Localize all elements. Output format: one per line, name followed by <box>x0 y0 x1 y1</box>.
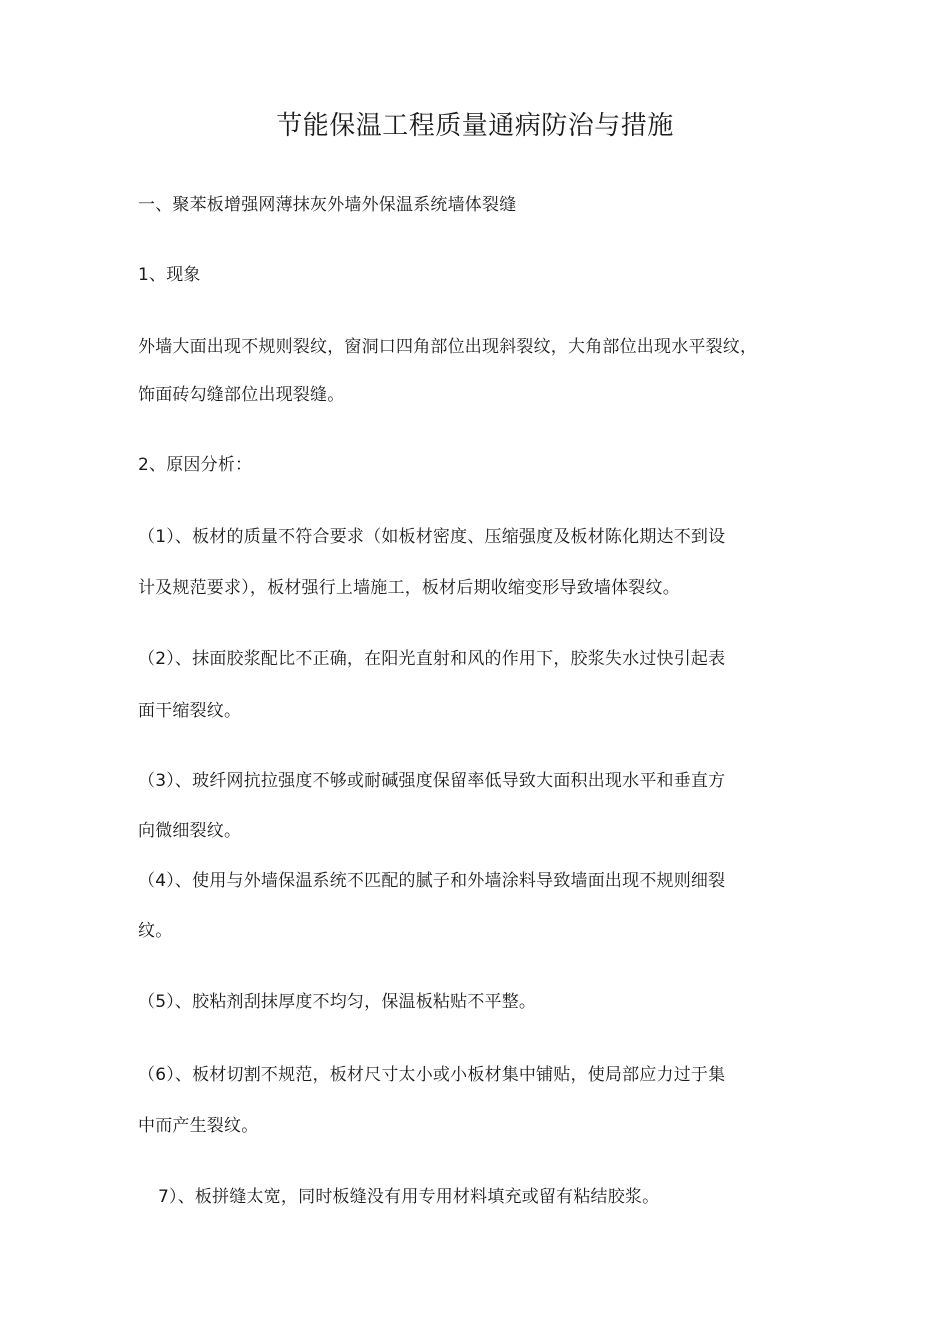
cause-item-6-line: 中而产生裂纹。 <box>138 1116 259 1136</box>
paragraph-line: 外墙大面出现不规则裂纹，窗洞口四角部位出现斜裂纹，大角部位出现水平裂纹， <box>138 337 758 357</box>
document-title: 节能保温工程质量通病防治与措施 <box>276 111 674 141</box>
cause-item-4-line: 纹。 <box>138 921 173 941</box>
cause-item-2-line: （2）、抹面胶浆配比不正确，在阳光直射和风的作用下，胶浆失水过快引起表 <box>138 649 726 669</box>
cause-item-1-line: 计及规范要求），板材强行上墙施工，板材后期收缩变形导致墙体裂纹。 <box>138 578 680 598</box>
cause-item-1-line: （1）、板材的质量不符合要求（如板材密度、压缩强度及板材陈化期达不到设 <box>138 527 726 547</box>
cause-item-2-line: 面干缩裂纹。 <box>138 701 242 721</box>
cause-item-3-line: （3）、玻纤网抗拉强度不够或耐碱强度保留率低导致大面积出现水平和垂直方 <box>138 771 726 791</box>
subsection-heading-causes: 2、原因分析： <box>138 455 253 475</box>
cause-item-6-line: （6）、板材切割不规范，板材尺寸太小或小板材集中铺贴，使局部应力过于集 <box>138 1065 726 1085</box>
paragraph-line: 饰面砖勾缝部位出现裂缝。 <box>138 385 345 405</box>
cause-item-3-line: 向微细裂纹。 <box>138 821 242 841</box>
cause-item-7: 7）、板拼缝太宽，同时板缝没有用专用材料填充或留有粘结胶浆。 <box>158 1187 660 1207</box>
subsection-heading-phenomenon: 1、现象 <box>138 265 201 285</box>
cause-item-5: （5）、胶粘剂刮抹厚度不均匀，保温板粘贴不平整。 <box>138 992 537 1012</box>
cause-item-4-line: （4）、使用与外墙保温系统不匹配的腻子和外墙涂料导致墙面出现不规则细裂 <box>138 871 726 891</box>
section-heading: 一、聚苯板增强网薄抹灰外墙外保温系统墙体裂缝 <box>138 195 517 215</box>
